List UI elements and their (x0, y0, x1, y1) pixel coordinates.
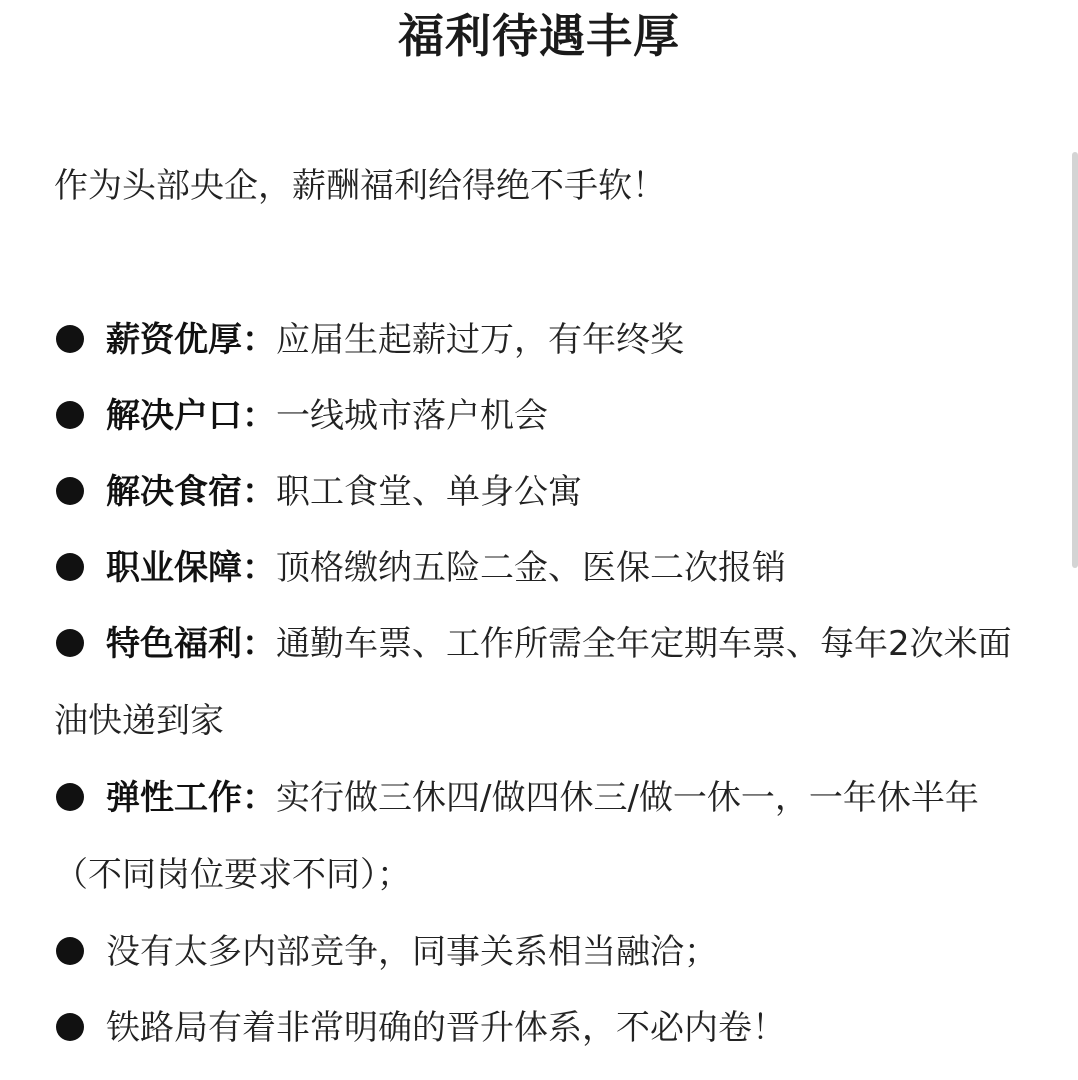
list-item (54, 606, 1034, 760)
bullet-dot-icon (56, 553, 84, 581)
list-item (54, 390, 1034, 442)
item-text: 职工食堂、单身公寓 (276, 472, 582, 512)
bullet-dot-icon (56, 401, 84, 429)
list-item (54, 466, 1034, 518)
item-text: 铁路局有着非常明确的晋升体系，不必内卷！ (106, 1008, 786, 1048)
bullet-dot-icon (56, 937, 84, 965)
list-item (54, 542, 1034, 594)
list-item (54, 314, 1034, 366)
bullet-dot-icon (56, 1013, 84, 1041)
page-title: 福利待遇丰厚 (398, 9, 680, 63)
list-item (54, 926, 1034, 978)
item-label: 弹性工作： (106, 778, 276, 818)
benefits-list (54, 314, 1034, 1078)
item-label: 解决户口： (106, 396, 276, 436)
bullet-dot-icon (56, 629, 84, 657)
item-text: 顶格缴纳五险二金、医保二次报销 (276, 548, 786, 588)
item-text: 通勤车票、工作所需全年定期车票、每年2次米面油快递到家 (54, 624, 1012, 741)
list-item (54, 760, 1034, 914)
item-label: 解决食宿： (106, 472, 276, 512)
item-label: 职业保障： (106, 548, 276, 588)
item-text: 没有太多内部竞争，同事关系相当融洽； (106, 932, 718, 972)
item-text: 实行做三休四/做四休三/做一休一，一年休半年（不同岗位要求不同）； (54, 778, 979, 895)
intro-text: 作为头部央企，薪酬福利给得绝不手软！ (54, 166, 666, 206)
bullet-dot-icon (56, 477, 84, 505)
item-label: 薪资优厚： (106, 320, 276, 360)
item-text: 一线城市落户机会 (276, 396, 548, 436)
scrollbar[interactable] (1072, 152, 1078, 568)
bullet-dot-icon (56, 783, 84, 811)
bullet-dot-icon (56, 325, 84, 353)
item-label: 特色福利： (106, 624, 276, 664)
list-item (54, 1002, 1034, 1054)
item-text: 应届生起薪过万，有年终奖 (276, 320, 684, 360)
